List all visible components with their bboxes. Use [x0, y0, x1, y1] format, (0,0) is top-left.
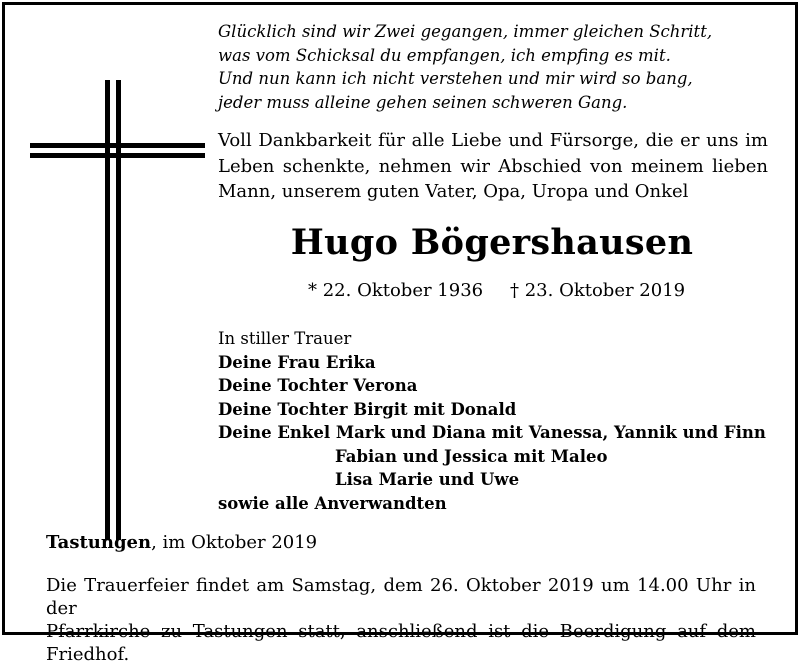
notice-line: Die Trauerfeier findet am Samstag, dem 26. Oktober 2019 um 14.00 Uhr in der [46, 575, 756, 619]
mourners-heading: In stiller Trauer [218, 329, 352, 348]
notice-line: Pfarrkirche zu Tastungen statt, anschließend ist die Beerdigung auf dem Friedhof. [46, 621, 756, 665]
intro-line: Mann, unserem guten Vater, Opa, Uropa und Onkel [218, 181, 689, 202]
mourner-wife: Deine Frau Erika [218, 352, 376, 372]
deceased-name: Hugo Bögershausen [290, 222, 694, 263]
mourner-daughter: Deine Tochter Verona [218, 376, 418, 395]
poem-line: Und nun kann ich nicht verstehen und mir wird so bang, [218, 69, 693, 88]
mourner-daughter: Deine Tochter Birgit mit Donald [218, 399, 517, 419]
poem-line: jeder muss alleine gehen seinen schweren Gang. [218, 92, 628, 112]
death-date: † 23. Oktober 2019 [510, 280, 686, 301]
mourner-relatives: sowie alle Anverwandten [218, 493, 447, 513]
intro-line: Voll Dankbarkeit für alle Liebe und Fürsorge, die er uns im [218, 130, 768, 151]
funeral-notice [46, 574, 756, 666]
mourner-grandchildren: Fabian und Jessica mit Maleo [335, 446, 608, 466]
poem-line: was vom Schicksal du empfangen, ich empfing es mit. [218, 45, 671, 65]
place-month: , im Oktober 2019 [151, 532, 318, 553]
deceased-name-row [0, 222, 800, 263]
birth-date: * 22. Oktober 1936 [308, 280, 484, 301]
place-town: Tastungen [46, 532, 152, 553]
mourners-list [218, 327, 766, 515]
poem [218, 20, 712, 114]
intro-text [218, 128, 768, 205]
intro-line: Leben schenkte, nehmen wir Abschied von meinem lieben [218, 155, 768, 177]
poem-line: Glücklich sind wir Zwei gegangen, immer gleichen Schritt, [218, 22, 713, 41]
mourner-grandchildren: Lisa Marie und Uwe [335, 470, 520, 489]
mourner-grandchildren: Deine Enkel Mark und Diana mit Vanessa, Yannik und Finn [218, 423, 766, 442]
place-date [46, 532, 317, 553]
cross-icon [30, 80, 205, 540]
